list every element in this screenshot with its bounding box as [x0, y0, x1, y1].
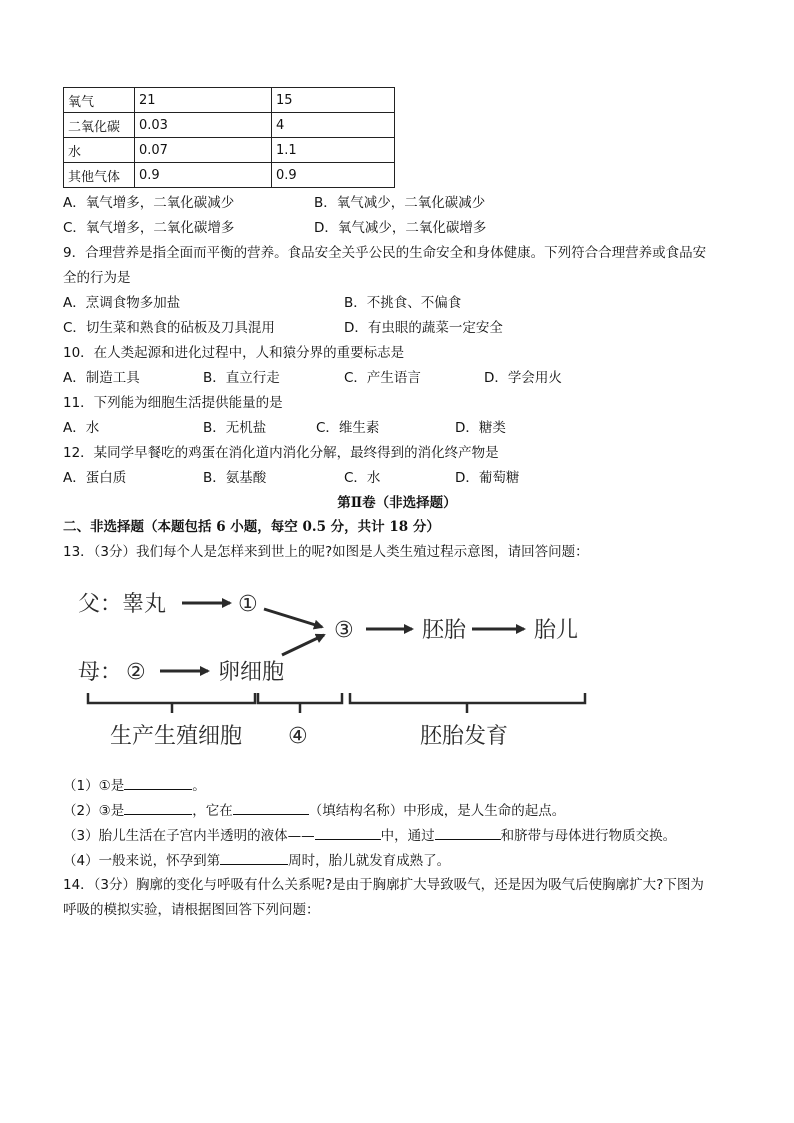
q8-option-b: B．氧气减少，二氧化碳减少 — [314, 195, 486, 211]
q11-option-a: A．水 — [63, 420, 100, 436]
diagram-produce-cells: 生产生殖细胞 — [110, 724, 243, 749]
q10-option-b: B．直立行走 — [203, 370, 280, 386]
section-title: 第Ⅱ卷（非选择题） — [337, 495, 457, 511]
q12-stem: 12．某同学早餐吃的鸡蛋在消化道内消化分解，最终得到的消化终产物是 — [63, 445, 499, 461]
table-cell: 氧气 — [64, 88, 135, 113]
q10-stem: 10．在人类起源和进化过程中，人和猿分界的重要标志是 — [63, 345, 405, 361]
bracket-embryo-development — [350, 693, 585, 703]
diagram-embryo-development: 胚胎发育 — [420, 724, 509, 749]
table-row — [64, 163, 395, 188]
diagram-label-3: ③ — [334, 618, 354, 643]
q10-option-c: C．产生语言 — [344, 370, 421, 386]
table-cell: 0.03 — [135, 113, 272, 138]
table-cell: 15 — [272, 88, 395, 113]
q11-option-b: B．无机盐 — [203, 420, 267, 436]
q8-option-d: D．氧气减少，二氧化碳增多 — [314, 220, 487, 236]
answer-blank[interactable] — [435, 825, 501, 840]
diagram-egg-cell: 卵细胞 — [218, 660, 285, 685]
table-cell: 0.9 — [135, 163, 272, 188]
q10-option-a: A．制造工具 — [63, 370, 140, 386]
table-cell: 1.1 — [272, 138, 395, 163]
q11-stem: 11．下列能为细胞生活提供能量的是 — [63, 395, 283, 411]
q12-option-b: B．氨基酸 — [203, 470, 267, 486]
gas-composition-table — [63, 87, 395, 188]
diagram-label-1: ① — [238, 592, 258, 617]
table-cell: 0.9 — [272, 163, 395, 188]
answer-blank[interactable] — [124, 775, 192, 790]
diagram-father-testis: 父：睾丸 — [78, 592, 167, 617]
q13-sub4: （4）一般来说，怀孕到第 周时，胎儿就发育成熟了。 — [63, 850, 450, 871]
diagram-mother: 母： — [78, 660, 123, 685]
q11-option-c: C．维生素 — [316, 420, 380, 436]
table-cell: 水 — [64, 138, 135, 163]
q9-stem-line2: 全的行为是 — [63, 270, 131, 286]
q9-option-d: D．有虫眼的蔬菜一定安全 — [344, 320, 503, 336]
q12-option-d: D．葡萄糖 — [455, 470, 520, 486]
table-cell: 0.07 — [135, 138, 272, 163]
answer-blank[interactable] — [315, 825, 381, 840]
q10-option-d: D．学会用火 — [484, 370, 562, 386]
q9-option-c: C．切生菜和熟食的砧板及刀具混用 — [63, 320, 275, 336]
q13-stem: 13．（3分）我们每个人是怎样来到世上的呢?如图是人类生殖过程示意图，请回答问题： — [63, 544, 589, 560]
bracket-fertilization — [258, 693, 342, 703]
arrow-1-to-3 — [264, 609, 322, 627]
table-cell: 其他气体 — [64, 163, 135, 188]
diagram-label-2: ② — [126, 660, 146, 685]
q13-sub2: （2）③是 ，它在 （填结构名称）中形成，是人生命的起点。 — [63, 800, 565, 821]
q9-option-a: A．烹调食物多加盐 — [63, 295, 181, 311]
q13-sub3: （3）胎儿生活在子宫内半透明的液体—— 中，通过 和脐带与母体进行物质交换。 — [63, 825, 676, 846]
table-cell: 4 — [272, 113, 395, 138]
reproduction-process-diagram — [60, 575, 620, 765]
diagram-embryo: 胚胎 — [422, 618, 467, 643]
answer-blank[interactable] — [220, 850, 288, 865]
q11-option-d: D．糖类 — [455, 420, 506, 436]
table-row — [64, 88, 395, 113]
diagram-label-4: ④ — [288, 724, 308, 749]
q12-option-a: A．蛋白质 — [63, 470, 127, 486]
diagram-brackets — [88, 693, 585, 713]
q9-stem-line1: 9．合理营养是指全面而平衡的营养。食品安全关乎公民的生命安全和身体健康。下列符合合理营养或食品安 — [63, 245, 707, 261]
answer-blank[interactable] — [233, 800, 309, 815]
q14-stem-line2: 呼吸的模拟实验，请根据图回答下列问题： — [63, 902, 320, 918]
section-heading: 二、非选择题（本题包括 6 小题，每空 0.5 分，共计 18 分） — [63, 519, 440, 535]
table-cell: 二氧化碳 — [64, 113, 135, 138]
diagram-fetus: 胎儿 — [534, 618, 579, 643]
q9-option-b: B．不挑食、不偏食 — [344, 295, 462, 311]
answer-blank[interactable] — [124, 800, 192, 815]
q8-option-a: A．氧气增多，二氧化碳减少 — [63, 195, 235, 211]
q13-sub1: （1）①是 。 — [63, 775, 206, 796]
q8-option-c: C．氧气增多，二氧化碳增多 — [63, 220, 235, 236]
q14-stem-line1: 14．（3分）胸廓的变化与呼吸有什么关系呢?是由于胸廓扩大导致吸气，还是因为吸气后使胸廓扩大?下图为 — [63, 877, 704, 893]
table-cell: 21 — [135, 88, 272, 113]
table-row — [64, 113, 395, 138]
table-row — [64, 138, 395, 163]
arrow-egg-to-3 — [282, 635, 324, 655]
bracket-produce-cells — [88, 693, 255, 703]
q12-option-c: C．水 — [344, 470, 381, 486]
